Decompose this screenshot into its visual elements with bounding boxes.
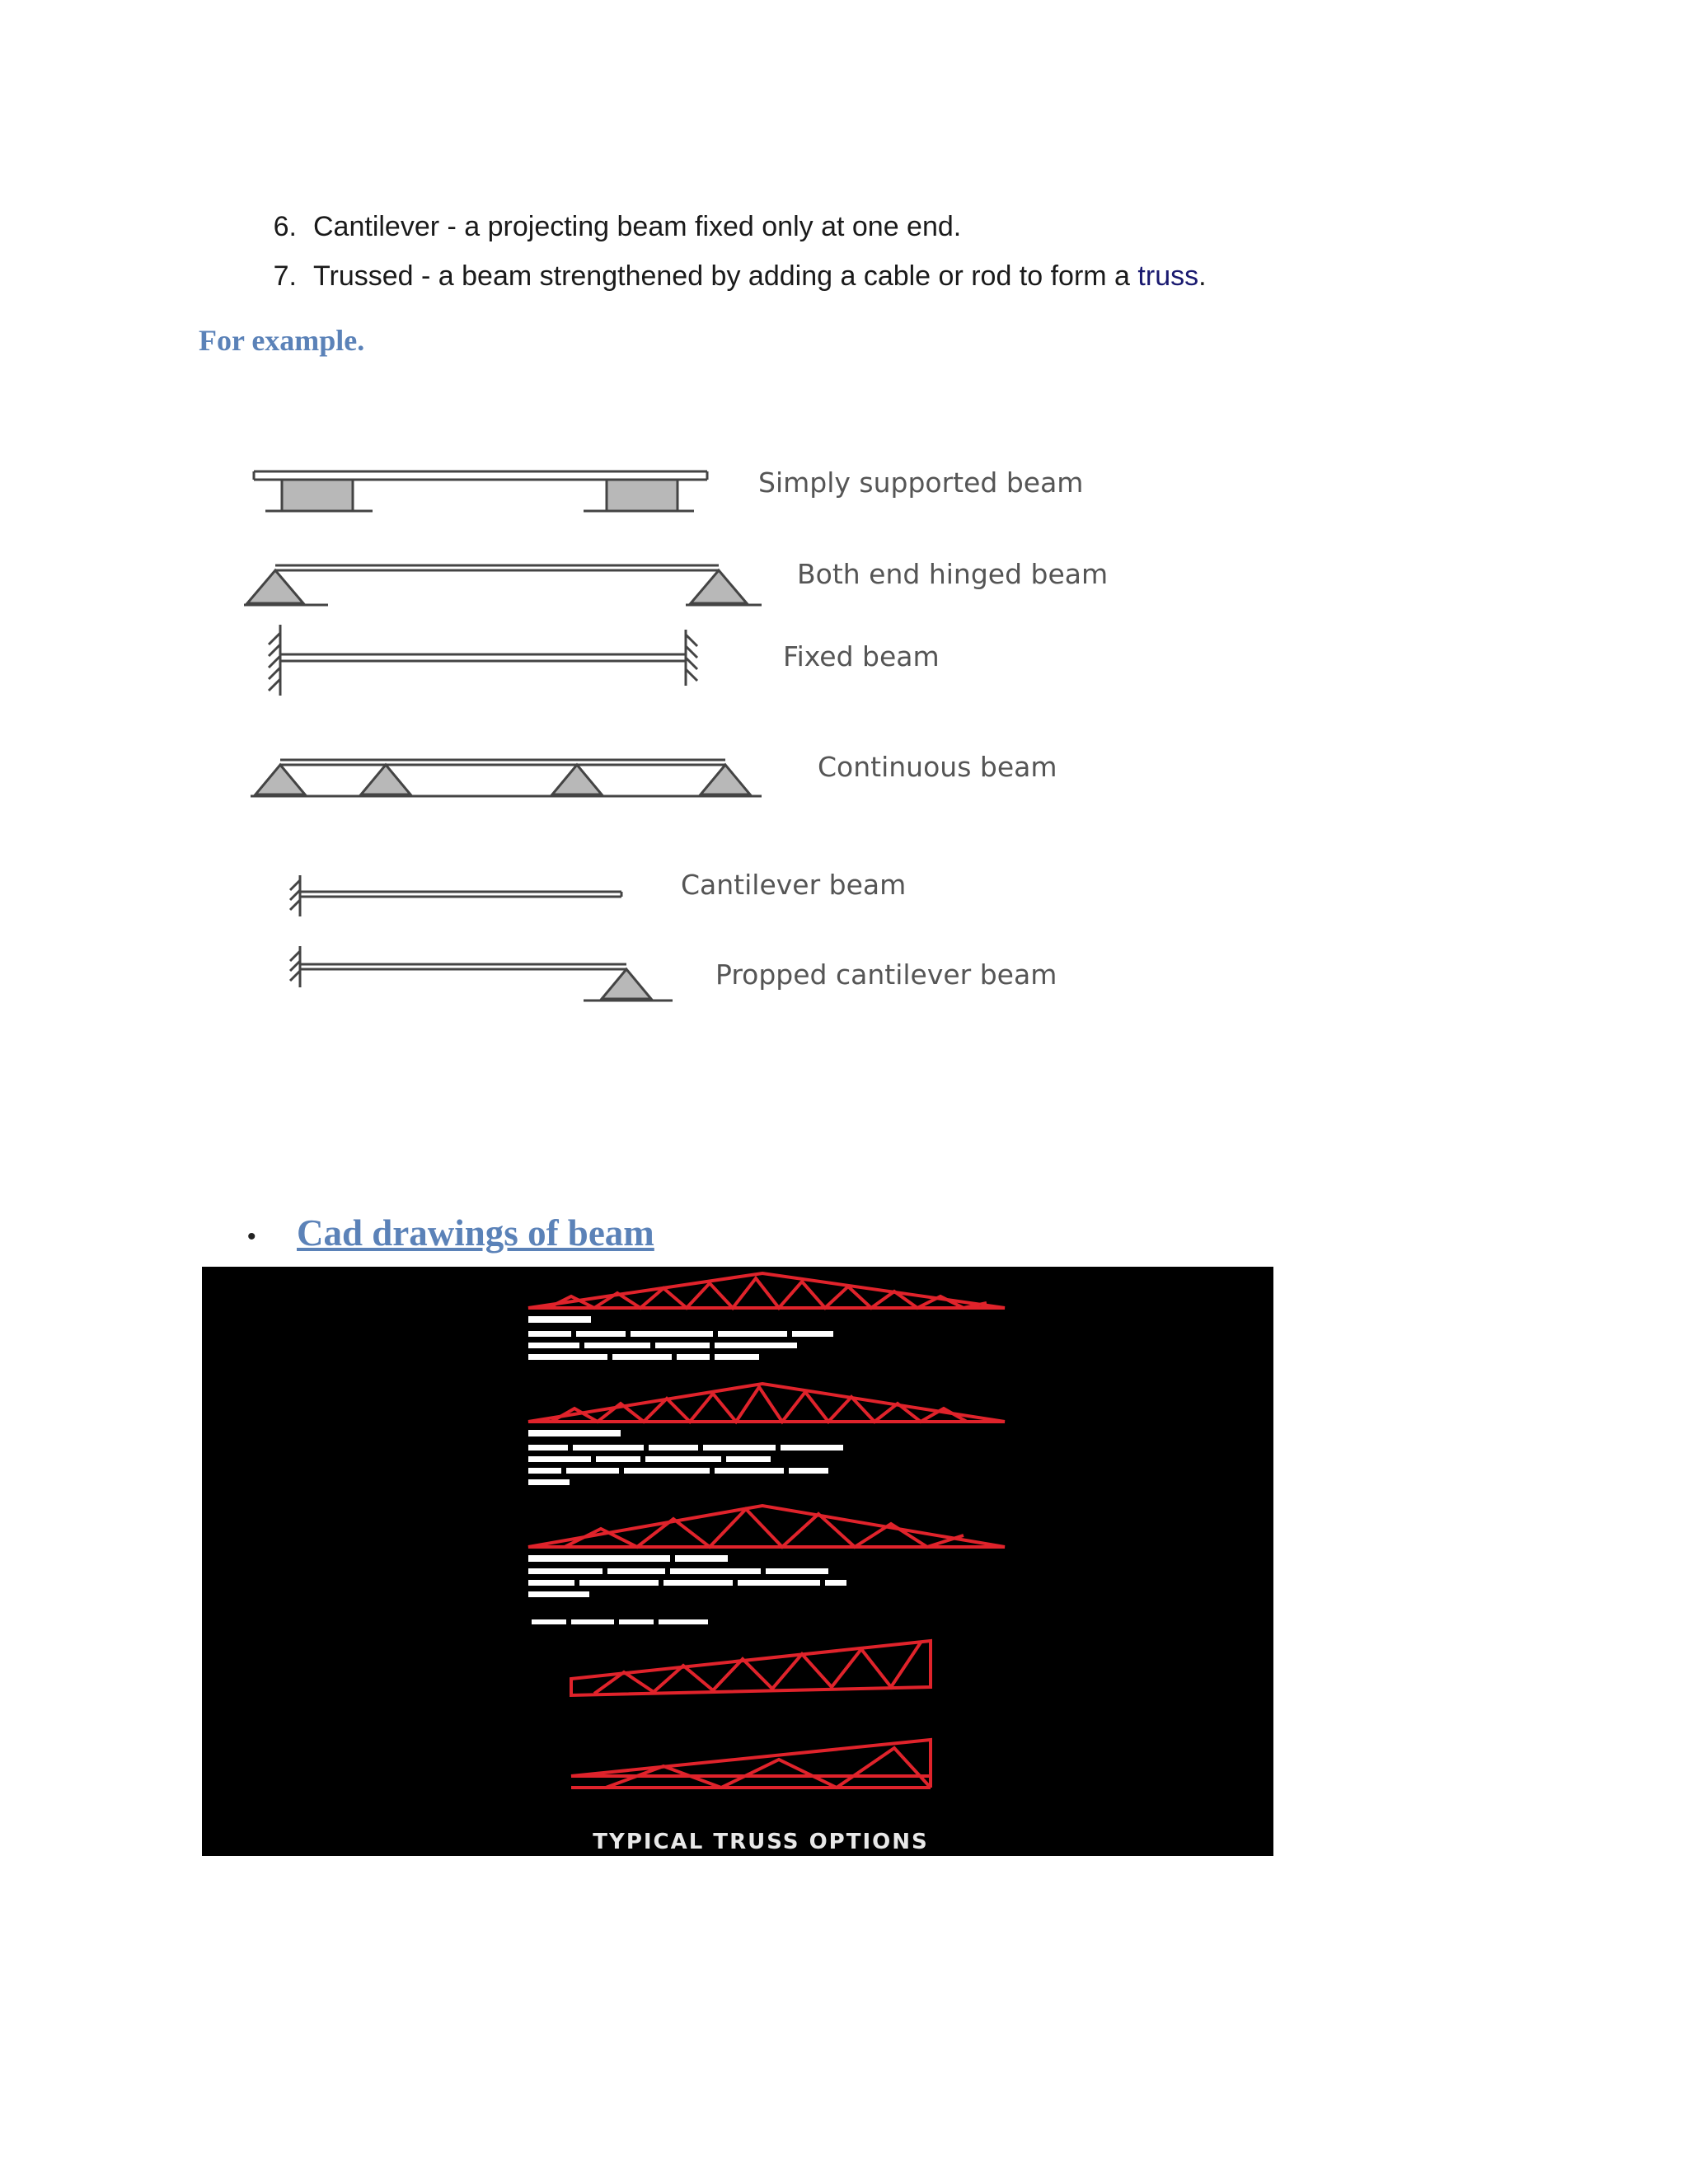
- example-heading: For example.: [199, 324, 365, 357]
- hinged-beam-diagram: [244, 565, 762, 605]
- cad-caption: TYPICAL TRUSS OPTIONS: [593, 1830, 929, 1854]
- truss-3: [528, 1506, 1005, 1547]
- list-item-7: [252, 260, 1207, 293]
- truss-5: [571, 1740, 931, 1788]
- bullet-marker: •: [247, 1223, 256, 1250]
- label-both-end-hinged: Both end hinged beam: [797, 558, 1109, 590]
- cad-drawings-link[interactable]: Cad drawings of beam: [297, 1212, 654, 1254]
- truss-4: [571, 1641, 931, 1695]
- continuous-beam-diagram: [251, 760, 762, 796]
- list-item-text: Trussed - a beam strengthened by adding a cable or rod to form a: [313, 260, 1138, 292]
- cantilever-beam-diagram: [290, 875, 621, 916]
- truss-link[interactable]: truss: [1137, 260, 1199, 292]
- list-item-text: Cantilever - a projecting beam fixed only at one end.: [313, 211, 962, 242]
- label-fixed: Fixed beam: [783, 640, 940, 673]
- label-cantilever: Cantilever beam: [681, 869, 907, 901]
- truss-2: [528, 1384, 1005, 1422]
- truss-drawings: [202, 1267, 1273, 1856]
- list-item-6: [252, 211, 961, 243]
- label-propped-cantilever: Propped cantilever beam: [715, 958, 1057, 991]
- list-item-text-end: .: [1198, 260, 1207, 292]
- propped-cantilever-beam-diagram: [290, 946, 673, 1001]
- fixed-beam-diagram: [269, 625, 697, 696]
- list-number: 6.: [273, 211, 297, 242]
- label-simply-supported: Simply supported beam: [758, 466, 1084, 499]
- simply-supported-beam-diagram: [254, 471, 707, 511]
- label-continuous: Continuous beam: [818, 751, 1057, 783]
- truss-1: [528, 1273, 1005, 1308]
- beam-types-figure: [214, 437, 1253, 1030]
- list-number: 7.: [273, 260, 297, 292]
- cad-drawing-image: [202, 1267, 1273, 1856]
